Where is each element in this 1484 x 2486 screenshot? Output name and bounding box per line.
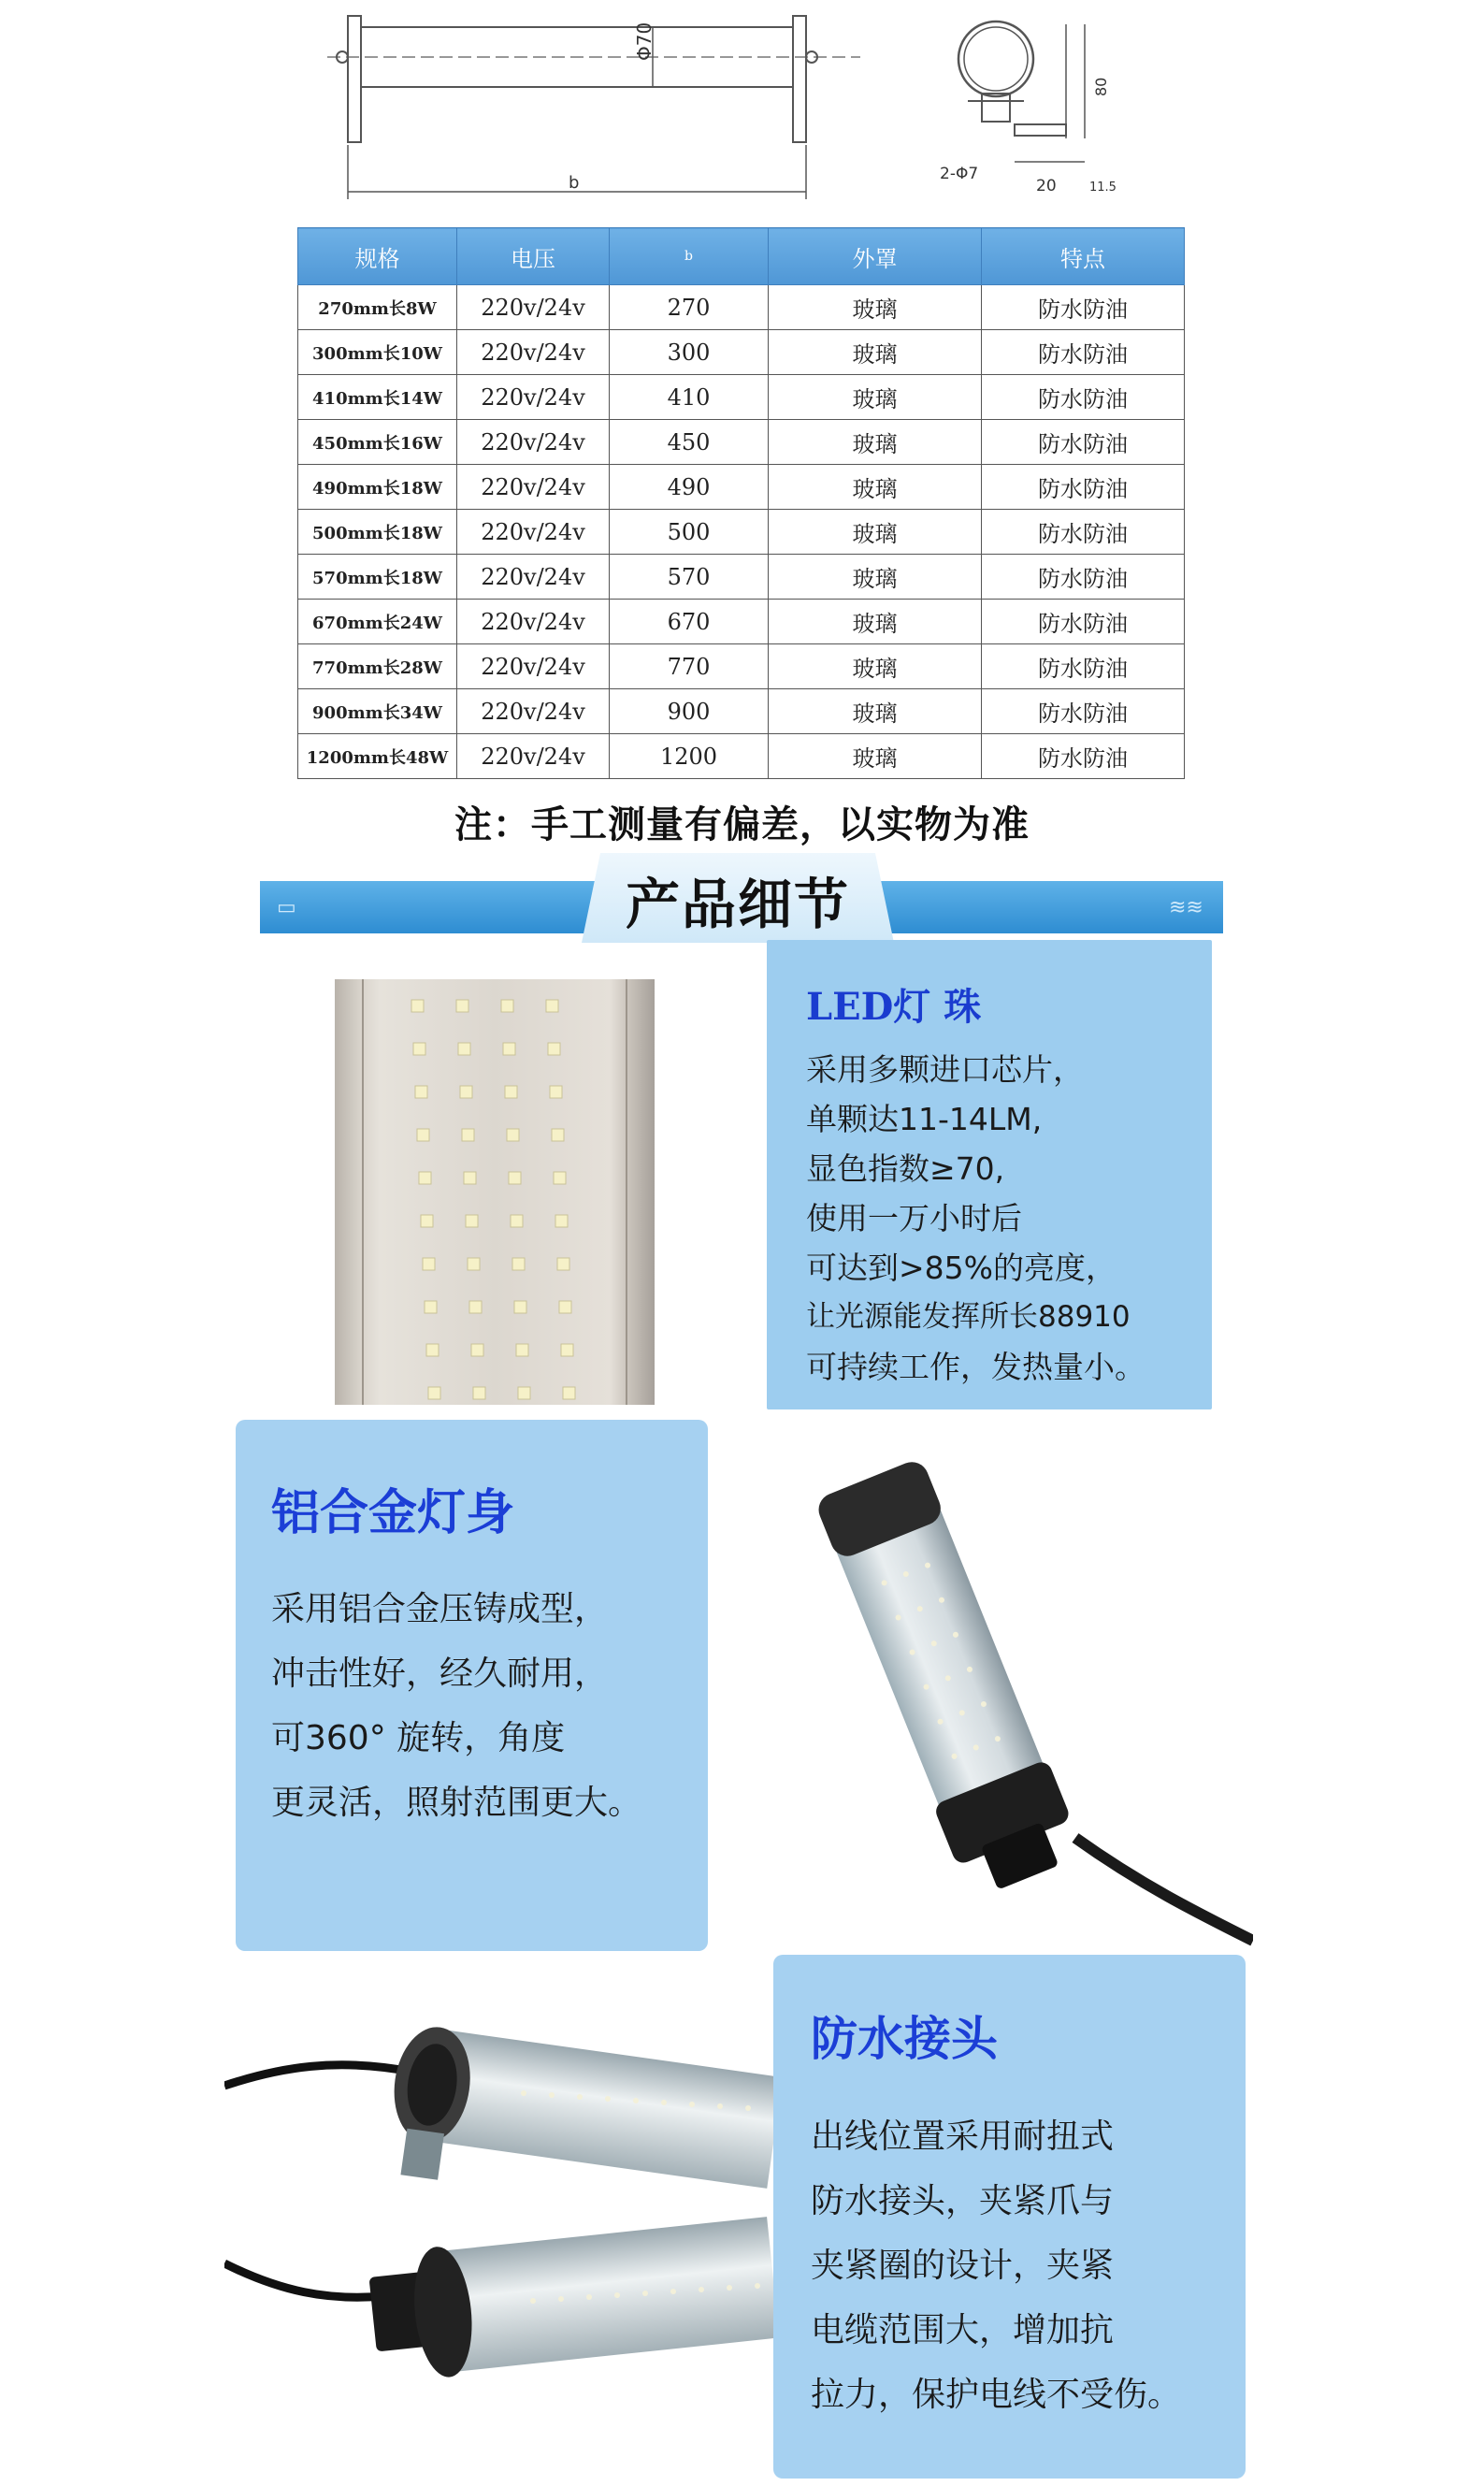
table-row bbox=[298, 555, 1185, 600]
alloy-line: 更灵活，照射范围更大。 bbox=[271, 1784, 642, 1822]
cell-b: 410 bbox=[610, 375, 769, 420]
cell-b: 900 bbox=[610, 689, 769, 734]
cell-voltage: 220v/24v bbox=[457, 285, 610, 330]
cell-spec: 670mm长24W bbox=[298, 600, 457, 644]
length-label: b bbox=[569, 173, 580, 193]
cell-spec: 1200mm长48W bbox=[298, 734, 457, 779]
cell-feature: 防水防油 bbox=[982, 600, 1185, 644]
side-view-drawing bbox=[309, 5, 888, 206]
led-line: 可达到>85%的亮度， bbox=[806, 1250, 1117, 1286]
cell-cover: 玻璃 bbox=[769, 285, 982, 330]
header-feature: 特点 bbox=[982, 228, 1185, 285]
joint-line: 出线位置采用耐扭式 bbox=[811, 2117, 1115, 2156]
cell-feature: 防水防油 bbox=[982, 375, 1185, 420]
cell-spec: 570mm长18W bbox=[298, 555, 457, 600]
table-row bbox=[298, 734, 1185, 779]
cell-cover: 玻璃 bbox=[769, 689, 982, 734]
cell-cover: 玻璃 bbox=[769, 330, 982, 375]
cell-spec: 410mm长14W bbox=[298, 375, 457, 420]
banner-deco-right-icon: ≋≋ bbox=[1169, 896, 1203, 919]
cell-b: 770 bbox=[610, 644, 769, 689]
cell-spec: 770mm长28W bbox=[298, 644, 457, 689]
table-row bbox=[298, 510, 1185, 555]
measurement-note: 注：手工测量有偏差，以实物为准 bbox=[454, 803, 1030, 846]
led-box-title: LED灯 珠 bbox=[806, 985, 982, 1029]
cell-b: 300 bbox=[610, 330, 769, 375]
header-spec: 规格 bbox=[298, 228, 457, 285]
cell-b: 450 bbox=[610, 420, 769, 465]
cell-b: 500 bbox=[610, 510, 769, 555]
table-row bbox=[298, 600, 1185, 644]
joint-line: 电缆范围大，增加抗 bbox=[811, 2311, 1115, 2349]
joint-line: 拉力，保护电线不受伤。 bbox=[811, 2376, 1182, 2414]
led-line: 让光源能发挥所长88910 bbox=[806, 1300, 1131, 1334]
cell-feature: 防水防油 bbox=[982, 510, 1185, 555]
cell-voltage: 220v/24v bbox=[457, 420, 610, 465]
cell-feature: 防水防油 bbox=[982, 465, 1185, 510]
joint-info-box bbox=[773, 1955, 1246, 2479]
led-line: 显色指数≥70, bbox=[806, 1150, 1005, 1187]
alloy-box-title: 铝合金灯身 bbox=[271, 1485, 515, 1541]
cell-spec: 490mm长18W bbox=[298, 465, 457, 510]
led-line: 可持续工作，发热量小。 bbox=[806, 1349, 1145, 1385]
spec-table bbox=[297, 227, 1185, 779]
cell-cover: 玻璃 bbox=[769, 420, 982, 465]
cell-voltage: 220v/24v bbox=[457, 330, 610, 375]
diameter-label: Φ70 bbox=[633, 22, 656, 61]
led-line: 使用一万小时后 bbox=[806, 1200, 1022, 1236]
cell-cover: 玻璃 bbox=[769, 555, 982, 600]
cell-voltage: 220v/24v bbox=[457, 375, 610, 420]
cell-feature: 防水防油 bbox=[982, 330, 1185, 375]
cell-spec: 450mm长16W bbox=[298, 420, 457, 465]
table-row bbox=[298, 375, 1185, 420]
cell-spec: 270mm长8W bbox=[298, 285, 457, 330]
cell-voltage: 220v/24v bbox=[457, 465, 610, 510]
joint-box-title: 防水接头 bbox=[811, 2012, 998, 2066]
cell-b: 490 bbox=[610, 465, 769, 510]
cell-spec: 500mm长18W bbox=[298, 510, 457, 555]
cell-feature: 防水防油 bbox=[982, 285, 1185, 330]
cell-cover: 玻璃 bbox=[769, 644, 982, 689]
cell-feature: 防水防油 bbox=[982, 420, 1185, 465]
led-line: 采用多颗进口芯片， bbox=[806, 1051, 1084, 1088]
table-row bbox=[298, 420, 1185, 465]
table-row bbox=[298, 689, 1185, 734]
waterproof-joint-image bbox=[224, 1983, 776, 2486]
offset-label: 11.5 bbox=[1089, 181, 1117, 195]
cell-feature: 防水防油 bbox=[982, 734, 1185, 779]
cell-cover: 玻璃 bbox=[769, 734, 982, 779]
cell-spec: 900mm长34W bbox=[298, 689, 457, 734]
cell-cover: 玻璃 bbox=[769, 375, 982, 420]
cell-b: 570 bbox=[610, 555, 769, 600]
lamp-tube-image bbox=[767, 1445, 1253, 1973]
led-board-image bbox=[335, 979, 655, 1405]
section-title: 产品细节 bbox=[625, 873, 850, 936]
cell-b: 670 bbox=[610, 600, 769, 644]
height-label: 80 bbox=[1092, 77, 1110, 96]
table-row bbox=[298, 644, 1185, 689]
header-voltage: 电压 bbox=[457, 228, 610, 285]
cell-voltage: 220v/24v bbox=[457, 600, 610, 644]
header-cover: 外罩 bbox=[769, 228, 982, 285]
alloy-line: 可360° 旋转，角度 bbox=[271, 1719, 566, 1757]
cell-voltage: 220v/24v bbox=[457, 510, 610, 555]
cell-cover: 玻璃 bbox=[769, 600, 982, 644]
led-line: 单颗达11-14LM, bbox=[806, 1101, 1043, 1137]
table-row bbox=[298, 465, 1185, 510]
cell-cover: 玻璃 bbox=[769, 465, 982, 510]
cell-b: 270 bbox=[610, 285, 769, 330]
cell-voltage: 220v/24v bbox=[457, 644, 610, 689]
led-info-box bbox=[767, 940, 1212, 1409]
cell-cover: 玻璃 bbox=[769, 510, 982, 555]
cell-voltage: 220v/24v bbox=[457, 734, 610, 779]
cell-voltage: 220v/24v bbox=[457, 555, 610, 600]
cell-b: 1200 bbox=[610, 734, 769, 779]
joint-line: 防水接头，夹紧爪与 bbox=[811, 2182, 1115, 2220]
alloy-line: 冲击性好，经久耐用， bbox=[271, 1655, 609, 1693]
bracket-drawing bbox=[926, 7, 1169, 204]
cell-spec: 300mm长10W bbox=[298, 330, 457, 375]
hole-label: 2-Φ7 bbox=[940, 165, 979, 183]
width-label: 20 bbox=[1036, 177, 1057, 195]
joint-line: 夹紧圈的设计，夹紧 bbox=[811, 2247, 1115, 2285]
cell-voltage: 220v/24v bbox=[457, 689, 610, 734]
header-b: b bbox=[610, 228, 769, 285]
cell-feature: 防水防油 bbox=[982, 555, 1185, 600]
cell-feature: 防水防油 bbox=[982, 689, 1185, 734]
cell-feature: 防水防油 bbox=[982, 644, 1185, 689]
table-row bbox=[298, 285, 1185, 330]
alloy-line: 采用铝合金压铸成型， bbox=[271, 1590, 609, 1628]
table-row bbox=[298, 330, 1185, 375]
alloy-info-box bbox=[236, 1420, 708, 1951]
table-header-row bbox=[298, 228, 1185, 285]
banner-deco-left-icon: ▭ bbox=[277, 896, 296, 919]
